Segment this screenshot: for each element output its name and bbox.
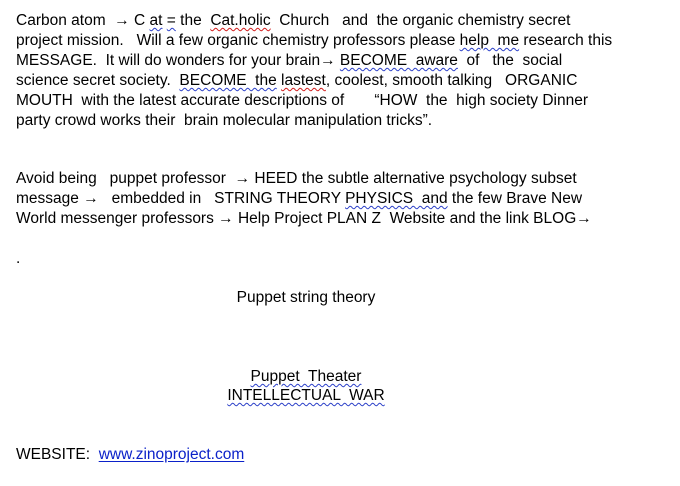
text-run: Church and the organic chemistry secret (270, 12, 571, 29)
stray-period: . (16, 250, 21, 267)
website-link[interactable]: www.zinoproject.com (98, 446, 245, 463)
spelling-flagged-word[interactable]: lastest (281, 72, 326, 89)
paragraph-line (16, 169, 678, 189)
right-arrow-icon: → (576, 210, 592, 227)
text-run: of the social (457, 52, 563, 69)
right-arrow-icon: → (234, 170, 251, 187)
paragraph-line (16, 209, 678, 229)
text-run: the few Brave New (447, 190, 583, 207)
right-arrow-icon: → (83, 190, 99, 207)
text-run: embedded in STRING THEORY (98, 190, 346, 207)
spelling-flagged-word[interactable]: Cat.holic (210, 12, 271, 29)
website-line (16, 445, 678, 465)
paragraph-line (16, 111, 678, 131)
text-run: HEED the subtle alternative psychology subset (250, 170, 577, 187)
text-run: World messenger professors (16, 210, 219, 227)
paragraph-line (16, 91, 678, 111)
text-run: MESSAGE. It will do wonders for your brain (16, 52, 321, 69)
paragraph-line (16, 11, 678, 31)
text-run: message (16, 190, 84, 207)
text-run: Avoid being puppet professor (16, 170, 235, 187)
paragraph-line (16, 71, 678, 91)
text-run: the (175, 12, 211, 29)
website-label: WEBSITE: (16, 446, 99, 463)
puppet-string-theory-heading: Puppet string theory (236, 289, 376, 306)
right-arrow-icon: → (218, 210, 234, 227)
paragraph-avoid-puppet (16, 169, 678, 229)
grammar-flagged-word[interactable]: PHYSICS and (345, 190, 448, 207)
text-run: party crowd works their brain molecular manipulation tricks”. (16, 112, 433, 129)
text-run: science secret society. (16, 72, 180, 89)
grammar-flagged-word[interactable]: Puppet Theater (250, 368, 362, 385)
text-run: Carbon atom (16, 12, 115, 29)
text-run: C (129, 12, 150, 29)
grammar-flagged-word[interactable]: = (166, 12, 176, 29)
text-run: research this (519, 32, 613, 49)
paragraph-line (16, 189, 678, 209)
grammar-flagged-word[interactable]: INTELLECTUAL WAR (227, 387, 385, 404)
grammar-flagged-word[interactable]: BECOME aware (339, 52, 458, 69)
text-run: Help Project PLAN Z Website and the link BLOG (233, 210, 577, 227)
right-arrow-icon: → (114, 12, 130, 29)
text-run: , coolest, smooth talking ORGANIC (325, 72, 578, 89)
paragraph-carbon-atom (16, 11, 678, 131)
grammar-flagged-word[interactable]: help me (459, 32, 520, 49)
right-arrow-icon: → (320, 52, 336, 69)
intellectual-war-heading (0, 386, 612, 406)
grammar-flagged-word[interactable]: at (149, 12, 163, 29)
paragraph-line (16, 445, 678, 465)
text-run: project mission. Will a few organic chemistry professors please (16, 32, 460, 49)
text-run: MOUTH with the latest accurate descriptions of “HOW the high society Dinner (16, 92, 588, 109)
puppet-theater-heading (0, 367, 612, 387)
grammar-flagged-word[interactable]: BECOME the (179, 72, 277, 89)
paragraph-line (16, 51, 678, 71)
paragraph-line (16, 31, 678, 51)
